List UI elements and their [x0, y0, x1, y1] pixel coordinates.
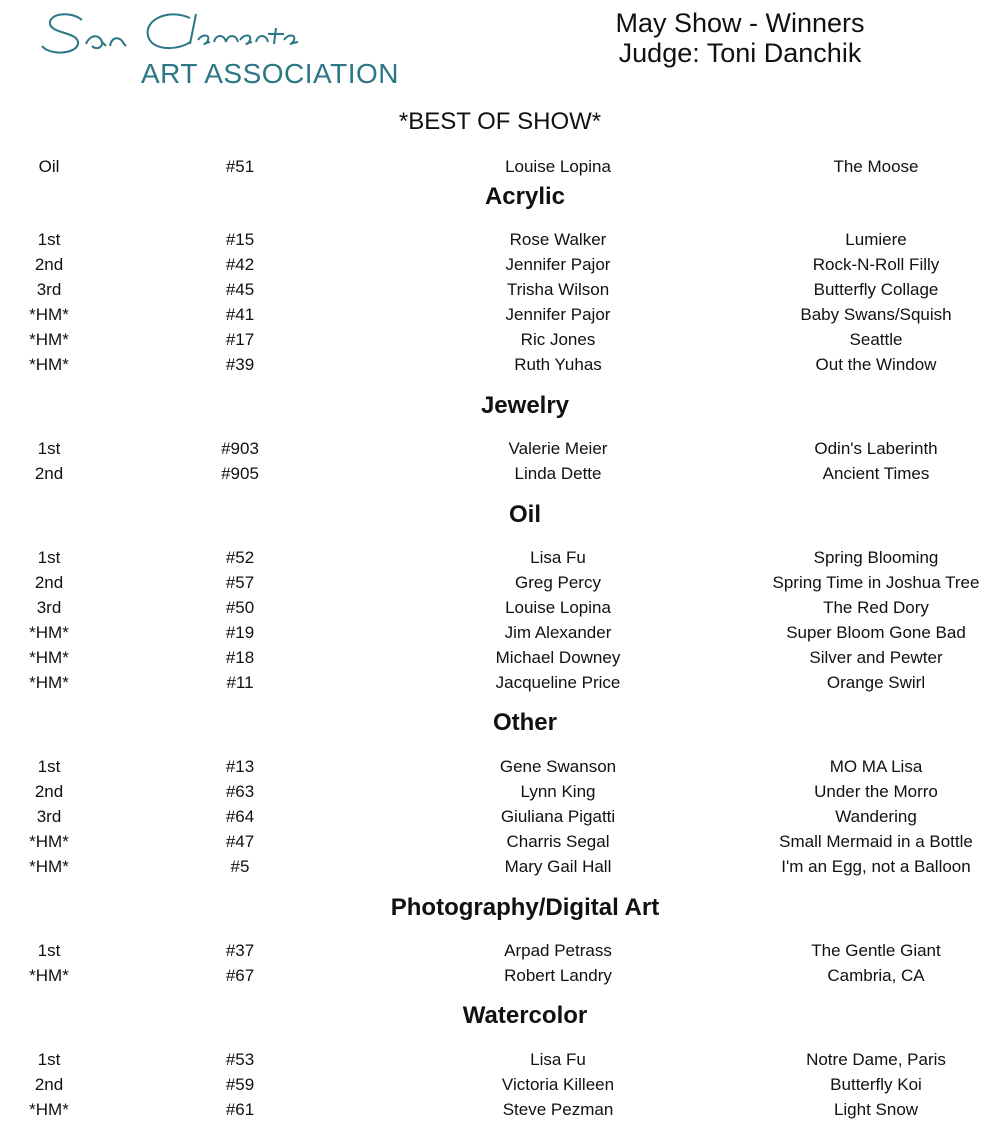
artist: Jim Alexander — [504, 623, 612, 642]
entry-number: #45 — [225, 280, 255, 299]
artwork-title: Light Snow — [833, 1100, 919, 1119]
table-row — [0, 548, 1000, 572]
table-row — [0, 623, 1000, 647]
artwork-title: Super Bloom Gone Bad — [786, 623, 966, 642]
table-row — [0, 439, 1000, 463]
logo — [40, 6, 410, 89]
artist: Giuliana Pigatti — [500, 807, 616, 826]
entry-number: #41 — [225, 305, 255, 324]
table-row — [0, 573, 1000, 597]
category-heading: Other — [492, 709, 557, 736]
table-row — [0, 782, 1000, 806]
entry-number: #13 — [225, 757, 255, 776]
category-heading: Jewelry — [480, 392, 570, 419]
artist: Gene Swanson — [499, 757, 617, 776]
entry-number: #47 — [225, 832, 255, 851]
artwork-title: Seattle — [849, 330, 903, 349]
table-row — [0, 355, 1000, 379]
artist: Jacqueline Price — [495, 673, 621, 692]
artwork-title: The Red Dory — [823, 598, 929, 617]
artist: Valerie Meier — [508, 439, 608, 458]
artist: Ruth Yuhas — [514, 355, 602, 374]
category-heading: Photography/Digital Art — [390, 894, 660, 921]
artwork-title: Spring Blooming — [813, 548, 939, 567]
artwork-title: The Gentle Giant — [811, 941, 941, 960]
table-row — [0, 1075, 1000, 1099]
table-row — [0, 673, 1000, 697]
show-title: May Show - Winners — [615, 8, 865, 38]
place: *HM* — [29, 355, 69, 374]
artwork-title: Lumiere — [845, 230, 907, 249]
artist: Linda Dette — [514, 464, 602, 483]
artist: Jennifer Pajor — [505, 305, 611, 324]
artwork-title: I'm an Egg, not a Balloon — [781, 857, 971, 876]
place: 2nd — [34, 1075, 64, 1094]
place: *HM* — [29, 623, 69, 642]
entry-number: #50 — [225, 598, 255, 617]
entry-number: #63 — [225, 782, 255, 801]
artwork-title: Spring Time in Joshua Tree — [772, 573, 980, 592]
entry-number: #61 — [225, 1100, 255, 1119]
artwork-title: MO MA Lisa — [829, 757, 923, 776]
logo-script-mark — [40, 6, 340, 62]
place: 2nd — [34, 464, 64, 483]
place: *HM* — [29, 1100, 69, 1119]
entry-number: #52 — [225, 548, 255, 567]
table-row — [0, 280, 1000, 304]
table-row — [0, 330, 1000, 354]
artist: Steve Pezman — [502, 1100, 614, 1119]
artist: Lynn King — [520, 782, 596, 801]
artwork-title: Wandering — [835, 807, 917, 826]
entry-number: #19 — [225, 623, 255, 642]
artwork-title: Out the Window — [815, 355, 937, 374]
artist: Greg Percy — [515, 573, 601, 592]
place: 1st — [37, 941, 61, 960]
entry-number: #59 — [225, 1075, 255, 1094]
place: *HM* — [29, 832, 69, 851]
artist: Lisa Fu — [530, 548, 586, 567]
artist: Louise Lopina — [505, 157, 611, 176]
entry-number: #39 — [225, 355, 255, 374]
category-heading: Oil — [508, 501, 541, 528]
artwork-title: Butterfly Collage — [813, 280, 939, 299]
table-row — [0, 598, 1000, 622]
table-row — [0, 807, 1000, 831]
logo-text: ART ASSOCIATION — [141, 58, 400, 89]
place: 3rd — [36, 280, 62, 299]
artwork-title: Odin's Laberinth — [814, 439, 938, 458]
table-row — [0, 1050, 1000, 1074]
entry-number: #18 — [225, 648, 255, 667]
category-heading: Watercolor — [462, 1002, 588, 1029]
best-of-show-heading: *BEST OF SHOW* — [398, 108, 602, 135]
place: 3rd — [36, 598, 62, 617]
artwork-title: Silver and Pewter — [809, 648, 943, 667]
place: *HM* — [29, 966, 69, 985]
artist: Louise Lopina — [505, 598, 611, 617]
place: *HM* — [29, 673, 69, 692]
category-heading: Acrylic — [484, 183, 566, 210]
artist: Charris Segal — [506, 832, 610, 851]
judge-line: Judge: Toni Danchik — [618, 38, 862, 68]
place: 2nd — [34, 782, 64, 801]
entry-number: #903 — [221, 439, 259, 458]
artist: Lisa Fu — [530, 1050, 586, 1069]
place: *HM* — [29, 330, 69, 349]
place: 2nd — [34, 573, 64, 592]
entry-number: #17 — [225, 330, 255, 349]
table-row — [0, 1100, 1000, 1124]
artist: Trisha Wilson — [506, 280, 610, 299]
table-row — [0, 941, 1000, 965]
entry-number: #67 — [225, 966, 255, 985]
entry-number: #64 — [225, 807, 255, 826]
place: 1st — [37, 757, 61, 776]
place: 1st — [37, 1050, 61, 1069]
artist: Jennifer Pajor — [505, 255, 611, 274]
table-row — [0, 255, 1000, 279]
table-row — [0, 464, 1000, 488]
best-of-show-row — [0, 157, 1000, 181]
entry-number: #5 — [230, 857, 250, 876]
table-row — [0, 757, 1000, 781]
place: *HM* — [29, 305, 69, 324]
table-row — [0, 648, 1000, 672]
table-row — [0, 832, 1000, 856]
entry-number: #42 — [225, 255, 255, 274]
artwork-title: Ancient Times — [822, 464, 930, 483]
place: 3rd — [36, 807, 62, 826]
artwork-title: Cambria, CA — [827, 966, 925, 985]
place: 2nd — [34, 255, 64, 274]
table-row — [0, 305, 1000, 329]
artwork-title: Notre Dame, Paris — [806, 1050, 946, 1069]
entry-number: #905 — [221, 464, 259, 483]
entry-number: #51 — [225, 157, 255, 176]
artwork-title: Orange Swirl — [826, 673, 926, 692]
table-row — [0, 966, 1000, 990]
table-row — [0, 230, 1000, 254]
artwork-title: The Moose — [833, 157, 919, 176]
place: *HM* — [29, 648, 69, 667]
artist: Mary Gail Hall — [504, 857, 612, 876]
entry-number: #53 — [225, 1050, 255, 1069]
place: 1st — [37, 439, 61, 458]
place: *HM* — [29, 857, 69, 876]
place: 1st — [37, 230, 61, 249]
entry-number: #37 — [225, 941, 255, 960]
entry-number: #11 — [226, 673, 254, 692]
artwork-title: Baby Swans/Squish — [800, 305, 952, 324]
table-row — [0, 857, 1000, 881]
artwork-title: Under the Morro — [814, 782, 938, 801]
place: Oil — [38, 157, 60, 176]
artist: Rose Walker — [509, 230, 607, 249]
place: 1st — [37, 548, 61, 567]
artist: Ric Jones — [520, 330, 596, 349]
page-title — [600, 8, 880, 68]
artist: Robert Landry — [504, 966, 612, 985]
artist: Victoria Killeen — [501, 1075, 615, 1094]
artist: Michael Downey — [495, 648, 621, 667]
artist: Arpad Petrass — [504, 941, 612, 960]
entry-number: #57 — [225, 573, 255, 592]
artwork-title: Small Mermaid in a Bottle — [779, 832, 973, 851]
entry-number: #15 — [225, 230, 255, 249]
artwork-title: Butterfly Koi — [830, 1075, 922, 1094]
artwork-title: Rock-N-Roll Filly — [812, 255, 940, 274]
